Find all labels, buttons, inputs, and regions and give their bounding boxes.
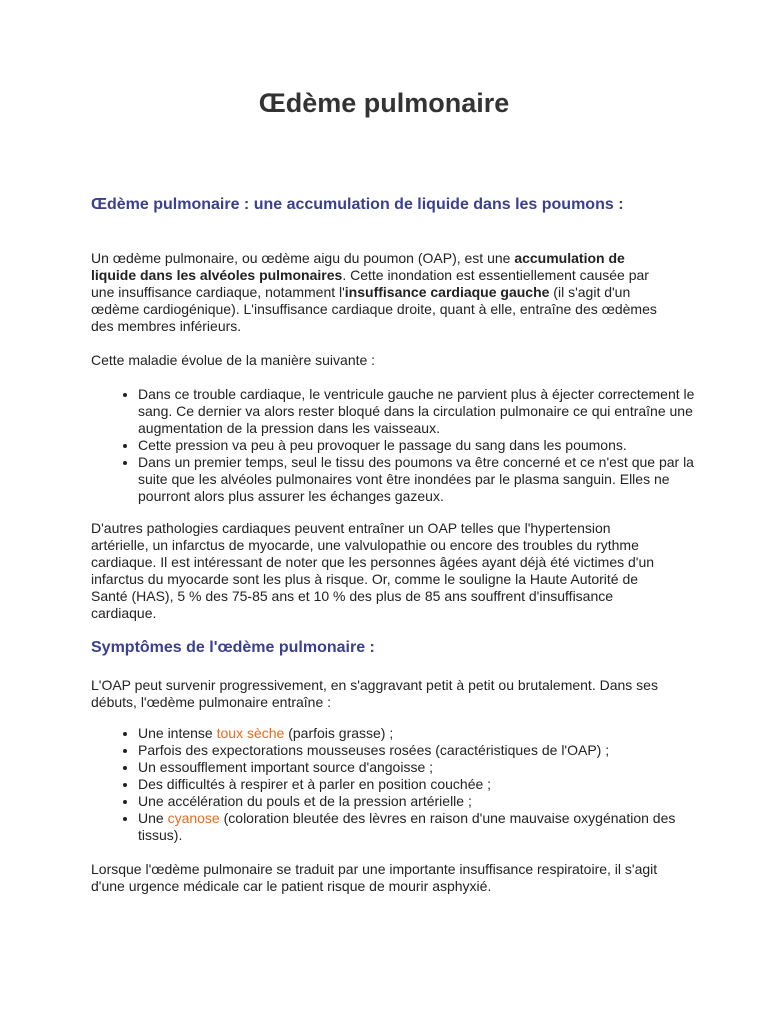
list-item [138,725,723,742]
cyanose-link[interactable]: cyanose [167,810,220,826]
intro-text-2: . Cette inondation est essentiellement causée par une insuffisance cardiaque, notamment l' [91,267,649,300]
list-item: • Cette pression va peu à peu provoquer le passage du sang dans les poumons. [138,437,723,454]
intro-bold-1: accumulation de liquide dans les alvéoles pulmonaires [91,250,625,283]
list-item: • Dans un premier temps, seul le tissu des poumons va être concerné et ce n'est que par la suite que les alvéoles pulmonaires vont être inondées par le plasma sanguin. Elles ne pourront alors plus assurer les échanges gazeux. [138,454,723,505]
evolution-intro: Cette maladie évolue de la manière suivante : [91,352,376,368]
symptoms-intro: L'OAP peut survenir progressivement, en s'aggravant petit à petit ou brutalement. Dans ses débuts, l'œdème pulmonaire entraîne : [91,677,658,710]
list-item: • Des difficultés à respirer et à parler en position couchée ; [138,776,723,793]
list-item: • Un essoufflement important source d'angoisse ; [138,759,723,776]
page-title: Œdème pulmonaire [258,88,510,118]
symptom-text: (coloration bleutée des lèvres en raison d'une mauvaise oxygénation des tissus). [138,810,676,843]
intro-text-1: Un œdème pulmonaire, ou œdème aigu du poumon (OAP), est une [91,250,515,266]
intro-paragraph [91,250,671,335]
section-heading-symptoms: Symptômes de l'œdème pulmonaire : [91,639,375,656]
symptom-text: Une intense [138,725,217,741]
evolution-list [91,386,723,505]
other-causes-paragraph: D'autres pathologies cardiaques peuvent entraîner un OAP telles que l'hypertension artérielle, un infarctus de myocarde, une valvulopathie ou encore des troubles du rythme cardiaque. Il est intéressant de noter que les personnes âgées ayant déjà été victimes d'un infarctus du myocarde sont les plus à risque. Or, comme le souligne la Haute Autorité de Santé (HAS), 5 % des 75-85 ans et 10 % des plus de 85 ans souffrent d'insuffisance cardiaque. [91,520,655,621]
section-heading-accumulation: Œdème pulmonaire : une accumulation de liquide dans les poumons : [91,196,624,213]
toux-seche-link[interactable]: toux sèche [216,725,285,741]
symptoms-list [91,725,723,844]
list-item: • Dans ce trouble cardiaque, le ventricule gauche ne parvient plus à éjecter correctement le sang. Ce dernier va alors rester bloqué dans la circulation pulmonaire ce qui entraîne une augmentation de la pression dans les vaisseaux. [138,386,723,437]
intro-text-3: (il s'agit d'un œdème cardiogénique). L'insuffisance cardiaque droite, quant à elle, entraîne des œdèmes des membres inférieurs. [91,284,657,334]
symptom-text: Une [138,810,168,826]
list-item: • Une accélération du pouls et de la pression artérielle ; [138,793,723,810]
list-item: • Parfois des expectorations mousseuses rosées (caractéristiques de l'OAP) ; [138,742,723,759]
intro-bold-2: insuffisance cardiaque gauche [344,284,550,300]
symptom-text: (parfois grasse) ; [284,725,394,741]
list-item [138,810,723,844]
conclusion-paragraph: Lorsque l'œdème pulmonaire se traduit par une importante insuffisance respiratoire, il s'agit d'une urgence médicale car le patient risque de mourir asphyxié. [91,861,658,894]
